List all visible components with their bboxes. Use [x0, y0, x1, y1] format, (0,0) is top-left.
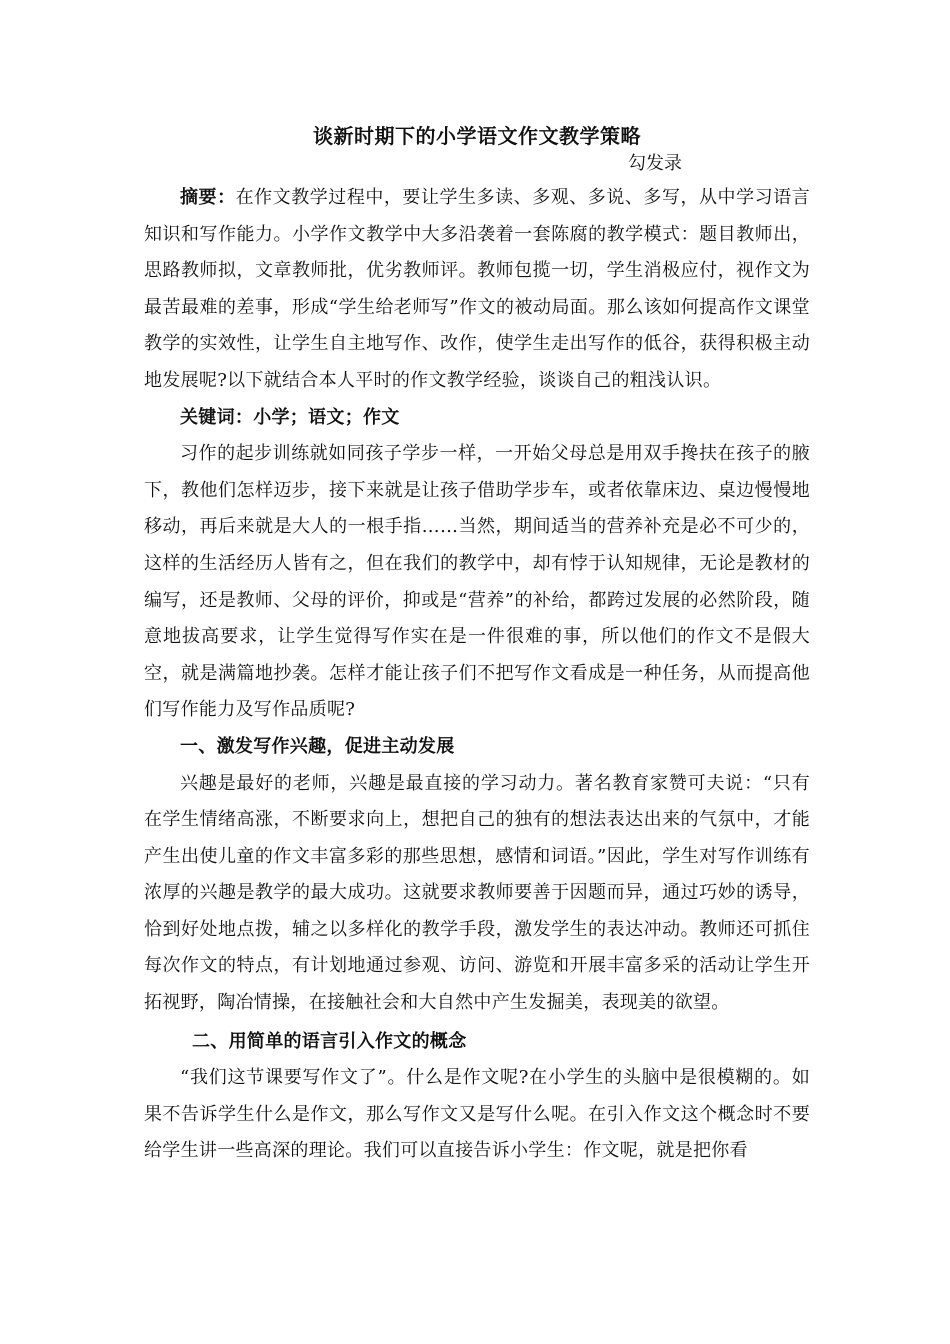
- section2-heading: 二、用简单的语言引入作文的概念: [192, 1030, 467, 1052]
- document-page: [144, 112, 810, 1170]
- document-author: 勾发录: [628, 153, 682, 174]
- keywords-line: 关键词：小学；语文；作文: [180, 406, 400, 428]
- section1-paragraph: 兴趣是最好的老师，兴趣是最直接的学习动力。著名教育家赞可夫说：“只有在学生情绪高涨，不断要求向上，想把自己的独有的想法表达出来的气氛中，才能产生出使儿童的作文丰富多彩的那些思想，感情和词语。”因此，学生对写作训练有浓厚的兴趣是教学的最大成功。这就要求教师要善于因题而异，通过巧妙的诱导，恰到好处地点拨，辅之以多样化的教学手段，激发学生的表达冲动。教师还可抓住每次作文的特点，有计划地通过参观、访问、游览和开展丰富多采的活动让学生开拓视野，陶冶情操，在接触社会和大自然中产生发掘美，表现美的欲望。: [144, 772, 810, 1014]
- abstract-paragraph: [144, 180, 810, 400]
- section1-heading: 一、激发写作兴趣，促进主动发展: [180, 735, 455, 757]
- intro-paragraph: 习作的起步训练就如同孩子学步一样，一开始父母总是用双手搀扶在孩子的腋下，教他们怎样迈步，接下来就是让孩子借助学步车，或者依靠床边、桌边慢慢地移动，再后来就是大人的一根手指……当然，期间适当的营养补充是必不可少的，这样的生活经历人皆有之，但在我们的教学中，却有悖于认知规律，无论是教材的编写，还是教师、父母的评价，抑或是“营养”的补给，都跨过发展的必然阶段，随意地拔高要求，让学生觉得写作实在是一件很难的事，所以他们的作文不是假大空，就是满篇地抄袭。怎样才能让孩子们不把写作文看成是一种任务，从而提高他们写作能力及写作品质呢?: [144, 443, 810, 721]
- document-title: 谈新时期下的小学语文作文教学策略: [313, 124, 641, 148]
- abstract-label: 摘要：: [180, 187, 236, 208]
- abstract-text: 在作文教学过程中，要让学生多读、多观、多说、多写，从中学习语言知识和写作能力。小学作文教学中大多沿袭着一套陈腐的教学模式：题目教师出，思路教师拟，文章教师批，优劣教师评。教师包揽一切，学生消极应付，视作文为最苦最难的差事，形成“学生给老师写”作文的被动局面。那么该如何提高作文课堂教学的实效性，让学生自主地写作、改作，使学生走出写作的低谷，获得积极主动地发展呢?以下就结合本人平时的作文教学经验，谈谈自己的粗浅认识。: [144, 187, 810, 391]
- section2-paragraph: “我们这节课要写作文了”。什么是作文呢?在小学生的头脑中是很模糊的。如果不告诉学生什么是作文，那么写作文又是写什么呢。在引入作文这个概念时不要给学生讲一些高深的理论。我们可以直接告诉小学生：作文呢，就是把你看: [144, 1067, 810, 1162]
